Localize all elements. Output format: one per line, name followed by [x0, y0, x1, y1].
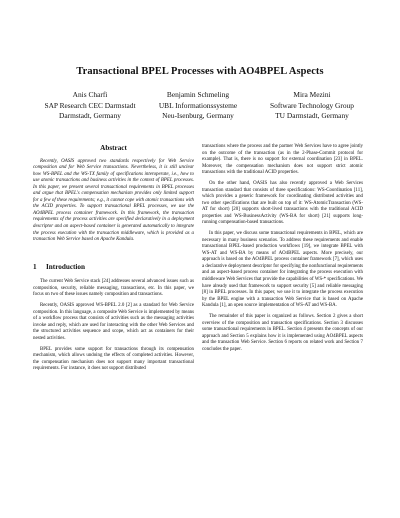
author-affiliation: SAP Research CEC Darmstadt: [44, 100, 136, 110]
author-name: Benjamin Schmeling: [166, 90, 230, 99]
left-column: [33, 145, 194, 377]
intro-paragraph: BPEL provides some support for transactions through its compensation mechanism, which allows undoing the effects of completed activities. However, the compensation mechanism does not support many important transactional requirements. For instance, it does not support distributed: [33, 346, 194, 372]
section-number: 1: [33, 262, 37, 271]
author-location: Darmstadt, Germany: [59, 111, 121, 121]
author-name: Anis Charfi: [72, 90, 108, 99]
author-location: Neu-Isenburg, Germany: [162, 111, 234, 121]
author-location: TU Darmstadt, Germany: [275, 111, 349, 121]
abstract-body: [33, 159, 194, 244]
author-affiliation: Software Technology Group: [270, 100, 354, 110]
body-paragraph: On the other hand, OASIS has also recently approved a Web Services transaction standard that consists of three specifications: WS-Coordination [11], which provides a generic framework for coordinating distributed activities and two other specifications that are built on top of it: WS-AtomicTransaction (WS-AT for short) [20] supports short-lived transactions with the traditional ACID properties and WS-BusinessActivity (WS-BA for short) [21] supports long-running compensation-based transactions.: [202, 181, 363, 226]
body-paragraph: transactions where the process and the partner Web Services have to agree jointly on the outcome of the transaction (as in the 2-Phase-Commit protocol for example). That is, there is no support for external coordination [23] in BPEL. Moreover, the compensation mechanism does not support strict atomic transactions with the traditional ACID properties.: [202, 144, 363, 176]
section-heading-introduction: [33, 264, 194, 271]
body-paragraph: In this paper, we discuss some transactional requirements in BPEL, which are necessary in many business scenarios. To address these requirements and enable transactional BPEL-based production workflows [19], we integrate BPEL with WS-AT and WS-BA by means of AO4BPEL aspects. More precisely, our approach is based on the AO4BPEL process container framework [7], which uses a declarative deployment descriptor for specifying the nonfunctional requirements and an aspect-based process container for integrating the process execution with middleware Web Services that provide the capabilities of WS-* specifications. We have already used that framework to support security [5] and reliable messaging [8] in BPEL processes. In this paper, we use it to integrate the process execution by the BPEL engine with a transaction Web Service that is based on Apache Kandula [1], an open source implementation of WS-AT and WS-BA.: [202, 231, 363, 309]
section-title: Introduction: [46, 262, 86, 271]
abstract-paragraph: Recently, OASIS approved two standards respectively for Web Service composition and for Web Service transactions. Nevertheless, it is still unclear how WS-BPEL and the WS-TX family of specifications interoperate, i.e., how to use atomic transactions and business activities in the context of BPEL processes. In this paper, we present several transactional requirements in BPEL processes and argue that BPEL's compensation mechanism provides only limited support for a few of these requirements; e.g., it cannot cope with atomic transactions with the ACID properties. To support transactional BPEL processes, we use the AO4BPEL process container framework. In this framework, the transaction requirements of the process activities are specified declaratively in a deployment descriptor and an aspect-based container is generated automatically to integrate the process execution with the transaction middleware, which is provided as a transaction Web Service based on Apache Kandula.: [33, 158, 194, 243]
right-column: [202, 144, 363, 358]
paper-title: Transactional BPEL Processes with AO4BPEL Aspects: [76, 66, 324, 77]
author-3: [242, 90, 382, 122]
author-affiliation: UBL Informationssysteme: [158, 100, 238, 110]
body-paragraph: The remainder of this paper is organized as follows. Section 2 gives a short overview of the composition and transaction specifications. Section 3 discusses some transactional requirements in BPEL. Section 4 presents the concepts of our approach and Section 5 explains how it is implemented using AO4BPEL aspects and the transaction Web Service. Section 6 reports on related work and Section 7 concludes the paper.: [202, 314, 363, 352]
abstract-heading: Abstract: [100, 144, 127, 152]
intro-paragraph: The current Web Service stack [24] addresses several advanced issues such as composition, security, reliable messaging, transactions, etc. In this paper, we focus on two of these issues namely composition and transactions.: [33, 279, 194, 298]
intro-paragraph: Recently, OASIS approved WS-BPEL 2.0 [2] as a standard for Web Service composition. In this language, a composite Web Service is implemented by means of a workflow process that consists of activities such as the messaging activities invoke and reply, which are used for interacting with the other Web Services and the structured activities sequence and scope, which act as containers for their nested activities.: [33, 303, 194, 341]
author-name: Mira Mezini: [293, 90, 331, 99]
